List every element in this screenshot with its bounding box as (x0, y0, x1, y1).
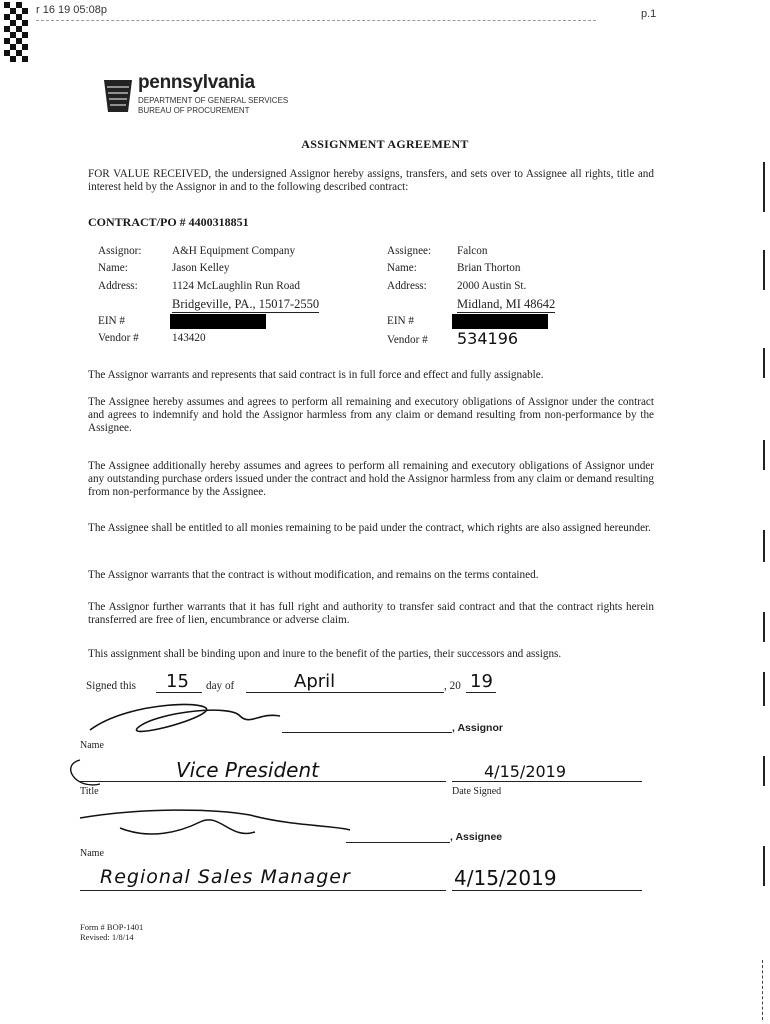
department-name: DEPARTMENT OF GENERAL SERVICES (138, 96, 289, 105)
clause-7: This assignment shall be binding upon and inure to the benefit of the parties, their successors and assigns. (88, 648, 562, 660)
form-number: Form # BOP-1401 (80, 922, 144, 932)
fax-edge-mark (763, 672, 765, 706)
assignee-signature-line (346, 842, 450, 843)
assignor-suffix: , Assignor (452, 722, 503, 734)
assignee-address-label: Address: (387, 280, 427, 292)
title-label: Title (80, 786, 99, 797)
clause-1: The Assignor warrants and represents that said contract is in full force and effect and fully assignable. (88, 369, 544, 381)
assignee-vendor: 534196 (457, 329, 519, 348)
assignor-vendor-label: Vendor # (98, 332, 139, 344)
signed-this-label: Signed this (86, 680, 137, 692)
assignee-name-label: Name: (387, 262, 417, 274)
assignor-title-value: Vice President (176, 758, 319, 782)
assignor-name: Jason Kelley (172, 262, 230, 274)
contract-number: CONTRACT/PO # 4400318851 (88, 215, 249, 229)
assignee-title-line (80, 890, 446, 891)
fax-edge-mark (763, 530, 765, 562)
clause-5: The Assignor warrants that the contract is without modification, and remains on the terms contained. (88, 569, 539, 581)
intro-paragraph: FOR VALUE RECEIVED, the undersigned Assignor hereby assigns, transfers, and sets over to Assignee all rights, title and interest held by the Assignor in and to the following described contract: (88, 168, 654, 193)
fax-edge-dashes (762, 960, 764, 1020)
form-revised-date: Revised: 1/8/14 (80, 932, 134, 942)
assignor-date-value: 4/15/2019 (484, 762, 567, 781)
assignee-value: Falcon (457, 245, 488, 257)
fax-edge-mark (763, 846, 765, 886)
assignee-title-value: Regional Sales Manager (100, 866, 351, 888)
signed-month: April (294, 671, 336, 692)
fax-edge-mark (763, 162, 765, 212)
assignor-vendor: 143420 (172, 332, 206, 344)
assignor-date-line (452, 781, 642, 782)
assignor-address-line1: 1124 McLaughlin Run Road (172, 280, 300, 292)
signed-year: 19 (470, 671, 493, 692)
clause-3: The Assignee additionally hereby assumes and agrees to perform all remaining and executory obligations of Assignor under any outstanding purchase orders issued under the contract and hold the Assignor harmless from any claim or demand resulting from non-performance by the Assignee. (88, 460, 654, 498)
assignee-ein-label: EIN # (387, 315, 415, 327)
signed-day: 15 (166, 671, 189, 692)
year-prefix: , 20 (444, 680, 461, 692)
fax-header: r 16 19 05:08p (36, 4, 107, 16)
assignee-name: Brian Thorton (457, 262, 521, 274)
fax-edge-mark (763, 756, 765, 786)
assignee-vendor-label: Vendor # (387, 334, 428, 346)
document-title: ASSIGNMENT AGREEMENT (301, 137, 469, 151)
fax-edge-mark (763, 440, 765, 470)
assignor-address-line2: Bridgeville, PA., 15017-2550 (172, 297, 320, 311)
day-of-label: day of (206, 680, 235, 692)
assignor-name-label: Name: (98, 262, 128, 274)
assignor-value: A&H Equipment Company (172, 245, 296, 257)
assignor-label: Assignor: (98, 245, 142, 257)
assignor-address-label: Address: (98, 280, 138, 292)
assignee-suffix: , Assignee (450, 831, 503, 843)
letterhead-state-name: pennsylvania (138, 72, 255, 93)
assignee-name-field-label: Name (80, 848, 104, 859)
assignee-address-line2: Midland, MI 48642 (457, 297, 556, 311)
assignor-name-field-label: Name (80, 740, 104, 751)
assignee-date-value: 4/15/2019 (454, 866, 557, 890)
fax-edge-mark (763, 250, 765, 290)
assignee-label: Assignee: (387, 245, 432, 257)
bureau-name: BUREAU OF PROCUREMENT (138, 106, 250, 115)
assignor-ein-label: EIN # (98, 315, 126, 327)
fax-edge-mark (763, 348, 765, 378)
clause-2: The Assignee hereby assumes and agrees to perform all remaining and executory obligations of Assignor under the contract and agrees to indemnify and hold the Assignor harmless from any claim or demand resulting from non-performance by the Assignee. (88, 396, 654, 434)
fax-edge-mark (763, 612, 765, 642)
date-signed-label: Date Signed (452, 786, 502, 797)
clause-6: The Assignor further warrants that it has full right and authority to transfer said contract and that the contract rights herein transferred are free of lien, encumbrance or adverse claim. (88, 601, 654, 626)
assignee-date-line (452, 890, 642, 891)
assignor-signature-line (282, 732, 452, 733)
assignee-address-line1: 2000 Austin St. (457, 280, 527, 292)
fax-page-number: p.1 (641, 8, 657, 20)
clause-4: The Assignee shall be entitled to all monies remaining to be paid under the contract, which rights are also assigned hereunder. (88, 522, 651, 534)
